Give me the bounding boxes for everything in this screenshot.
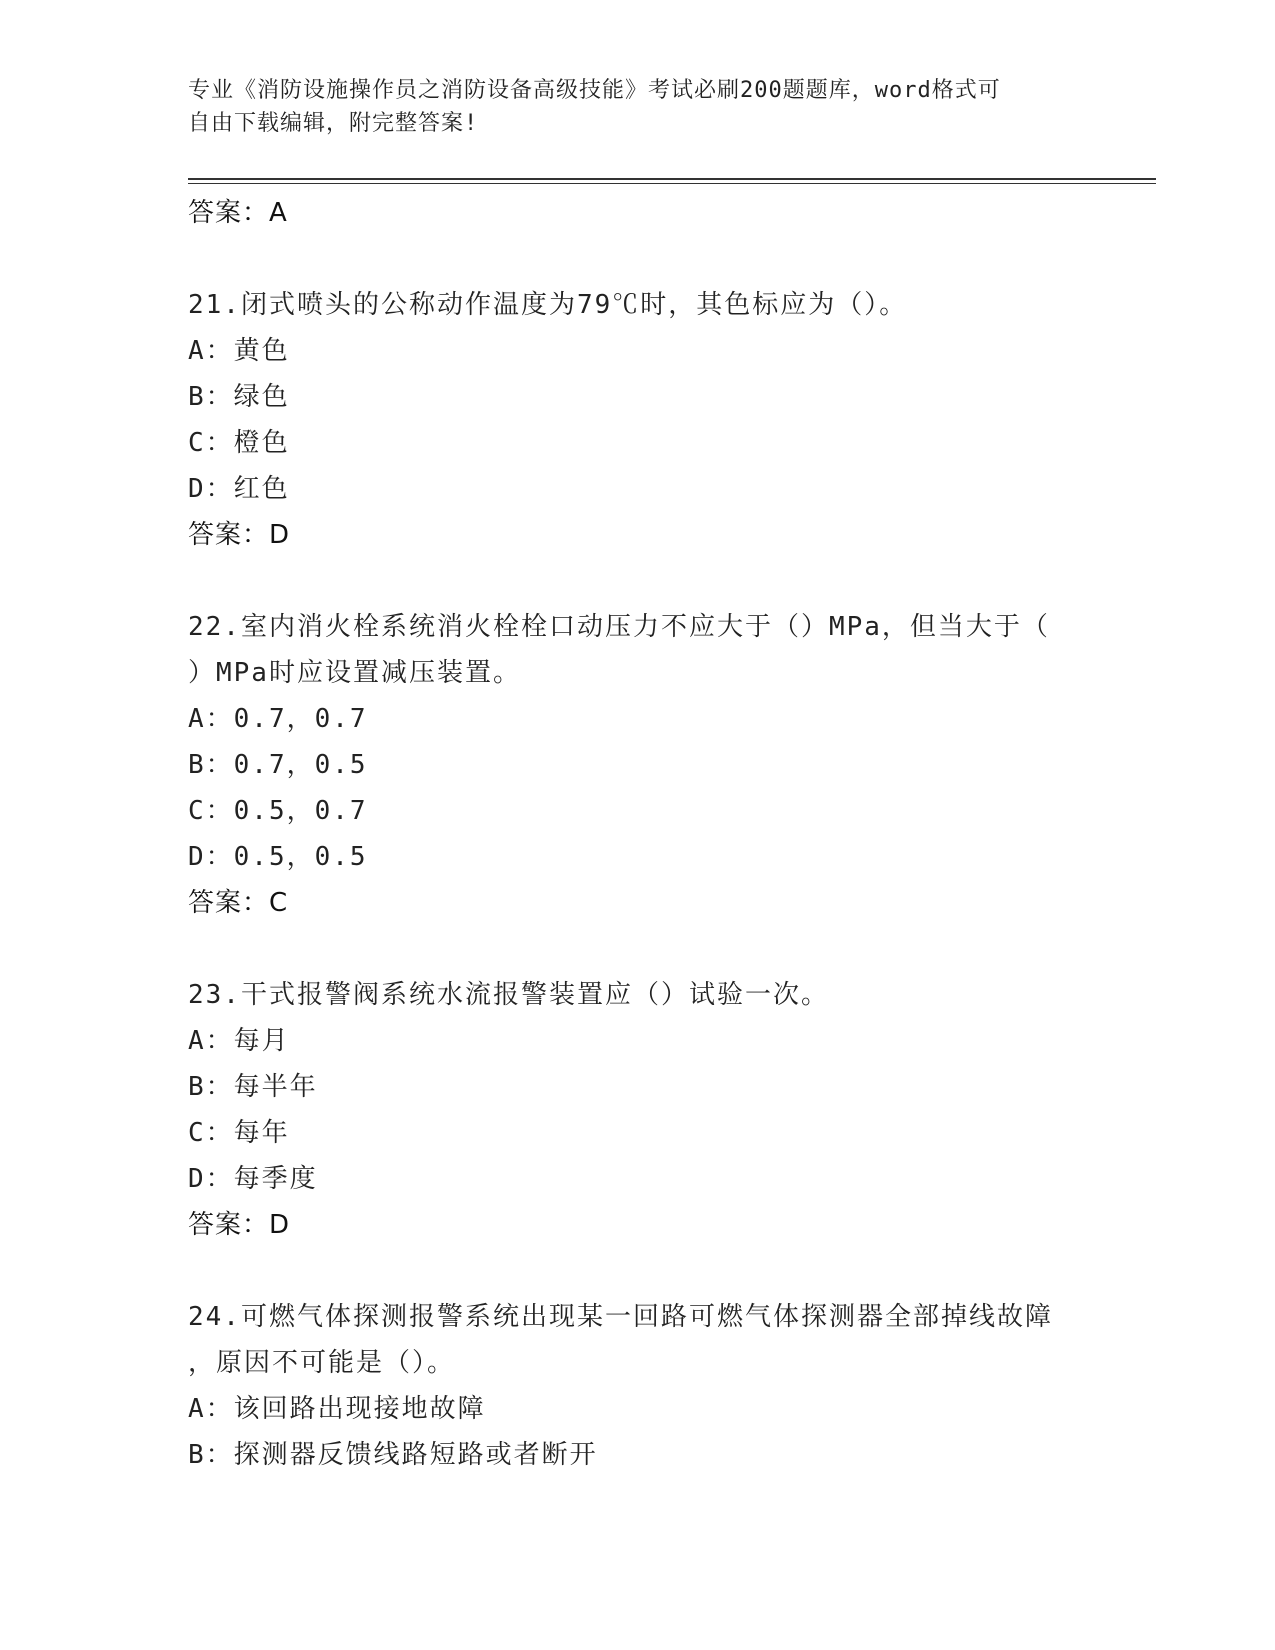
- question-stem: 22.室内消火栓系统消火栓栓口动压力不应大于（）MPa，但当大于（: [188, 612, 1050, 642]
- document-body: [188, 190, 1088, 1478]
- question-22: [188, 604, 1088, 926]
- document-header: [188, 74, 1068, 140]
- question-23: [188, 972, 1088, 1248]
- spacer: [188, 1248, 1088, 1294]
- spacer: [188, 926, 1088, 972]
- header-divider-thin: [188, 183, 1156, 184]
- spacer: [188, 558, 1088, 604]
- answer-line: 答案：D: [188, 1210, 291, 1240]
- header-line-2: 自由下载编辑，附完整答案!: [188, 111, 479, 136]
- option-c: C：每年: [188, 1118, 290, 1148]
- question-stem: 24.可燃气体探测报警系统出现某一回路可燃气体探测器全部掉线故障: [188, 1302, 1053, 1332]
- option-b: B：0.7，0.5: [188, 750, 368, 780]
- question-21: [188, 282, 1088, 558]
- answer-line: 答案：C: [188, 888, 289, 918]
- option-a: A：每月: [188, 1026, 290, 1056]
- option-b: B：绿色: [188, 382, 290, 412]
- option-d: D：0.5，0.5: [188, 842, 368, 872]
- answer-line: 答案：D: [188, 520, 291, 550]
- option-b: B：每半年: [188, 1072, 318, 1102]
- question-stem: 23.干式报警阀系统水流报警装置应（）试验一次。: [188, 980, 829, 1010]
- option-a: A：0.7，0.7: [188, 704, 368, 734]
- header-divider-thick: [188, 178, 1156, 180]
- question-24: [188, 1294, 1088, 1478]
- header-line-1: 专业《消防设施操作员之消防设备高级技能》考试必刷200题题库，word格式可: [188, 78, 1001, 103]
- question-stem-continued: ）MPa时应设置减压装置。: [188, 658, 521, 688]
- option-b: B：探测器反馈线路短路或者断开: [188, 1440, 598, 1470]
- option-d: D：每季度: [188, 1164, 318, 1194]
- question-stem-continued: ，原因不可能是（）。: [188, 1348, 456, 1378]
- option-a: A：该回路出现接地故障: [188, 1394, 486, 1424]
- option-c: C：0.5，0.7: [188, 796, 368, 826]
- spacer: [188, 236, 1088, 282]
- option-a: A：黄色: [188, 336, 290, 366]
- option-d: D：红色: [188, 474, 290, 504]
- answer-line: 答案：A: [188, 198, 288, 228]
- question-stem: 21.闭式喷头的公称动作温度为79℃时，其色标应为（）。: [188, 290, 908, 320]
- option-c: C：橙色: [188, 428, 290, 458]
